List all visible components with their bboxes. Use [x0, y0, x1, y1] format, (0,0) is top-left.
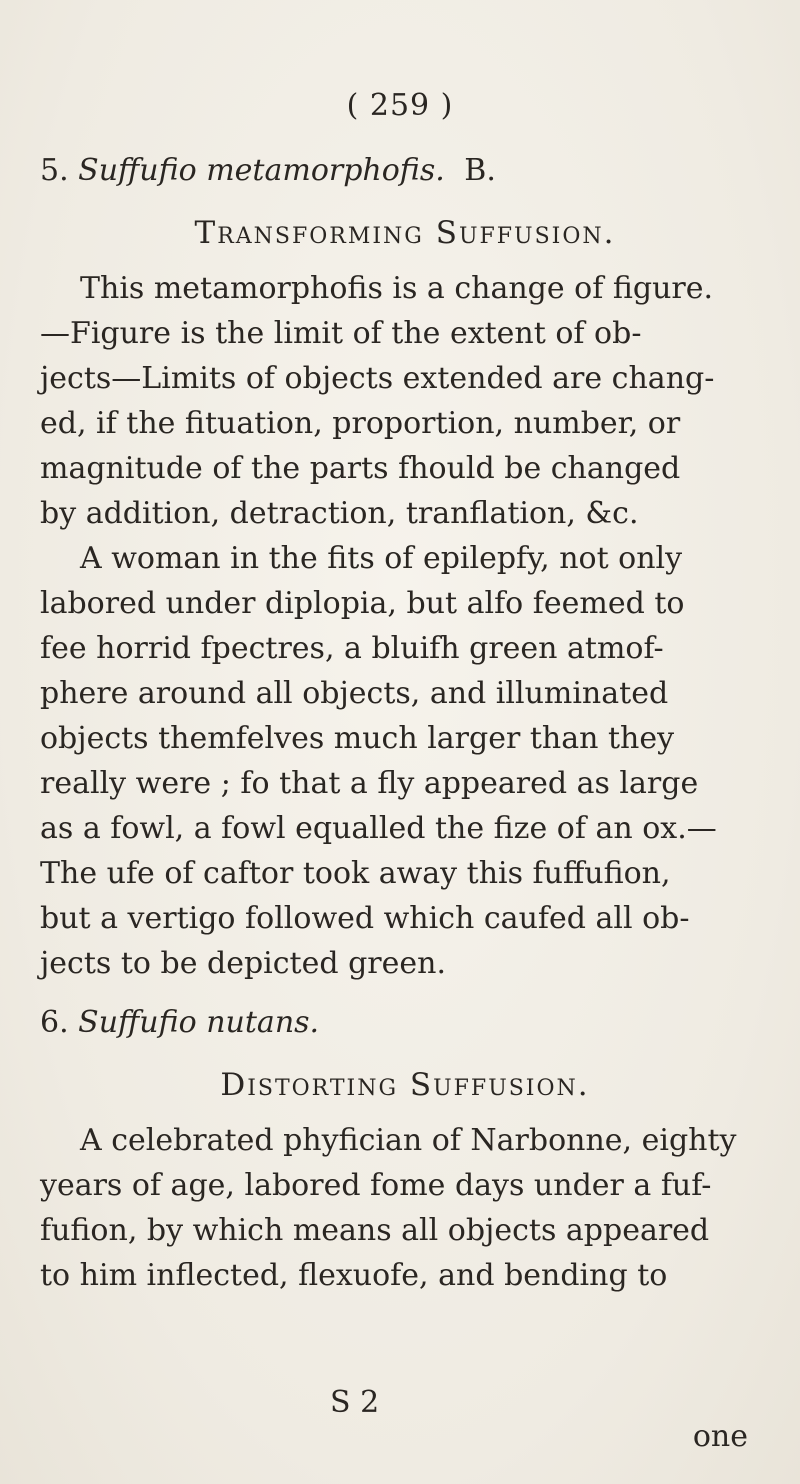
- text-line: to him inflected, flexuofe, and bending to: [40, 1258, 668, 1293]
- text-line: jects to be depicted green.: [40, 946, 447, 981]
- entry-5-class-letter: B.: [464, 153, 496, 188]
- text-line: objects themfelves much larger than they: [40, 721, 675, 756]
- text-line: phere around all objects, and illuminated: [40, 676, 669, 711]
- text-line: The ufe of caftor took away this fuffufion,: [40, 856, 671, 891]
- entry-6-paragraph-1: [40, 1118, 770, 1298]
- page-footer: [0, 1385, 800, 1475]
- entry-5: [40, 148, 770, 986]
- entry-6-latin-name: Suffufio nutans.: [78, 1005, 320, 1040]
- entry-6-heading: [40, 1000, 770, 1046]
- catchword: one: [692, 1419, 748, 1454]
- entry-6-title: Distorting Suffusion.: [220, 1067, 590, 1103]
- text-line: fufion, by which means all objects appeared: [40, 1213, 710, 1248]
- text-line: ed, if the fituation, proportion, number, or: [40, 406, 681, 441]
- signature-mark: S 2: [330, 1385, 380, 1420]
- entry-5-paragraph-1: [40, 266, 770, 536]
- entry-5-paragraph-2: [40, 536, 770, 986]
- text-line: jects—Limits of objects extended are chang-: [40, 361, 715, 396]
- text-line: This metamorphofis is a change of figure.: [80, 271, 714, 306]
- entry-6-number: 6.: [40, 1005, 69, 1040]
- text-line: labored under diplopia, but alfo feemed to: [40, 586, 685, 621]
- entry-5-number: 5.: [40, 153, 69, 188]
- text-line: A woman in the fits of epilepfy, not only: [80, 541, 683, 576]
- entry-5-latin-name: Suffufio metamorphofis.: [78, 153, 445, 188]
- text-line: magnitude of the parts fhould be changed: [40, 451, 681, 486]
- entry-6: [40, 1000, 770, 1298]
- text-line: —Figure is the limit of the extent of ob-: [40, 316, 642, 351]
- entry-5-heading: [40, 148, 770, 194]
- page-number: ( 259 ): [346, 88, 454, 123]
- entry-5-title: Transforming Suffusion.: [194, 215, 616, 251]
- text-line: fee horrid fpectres, a bluifh green atmof-: [40, 631, 664, 666]
- text-line: but a vertigo followed which caufed all ob-: [40, 901, 690, 936]
- text-line: years of age, labored fome days under a fuf-: [40, 1168, 712, 1203]
- text-line: by addition, detraction, tranflation, &c.: [40, 496, 639, 531]
- text-line: really were ; fo that a fly appeared as large: [40, 766, 699, 801]
- text-line: A celebrated phyfician of Narbonne, eighty: [80, 1123, 737, 1158]
- text-line: as a fowl, a fowl equalled the fize of an ox.—: [40, 811, 717, 846]
